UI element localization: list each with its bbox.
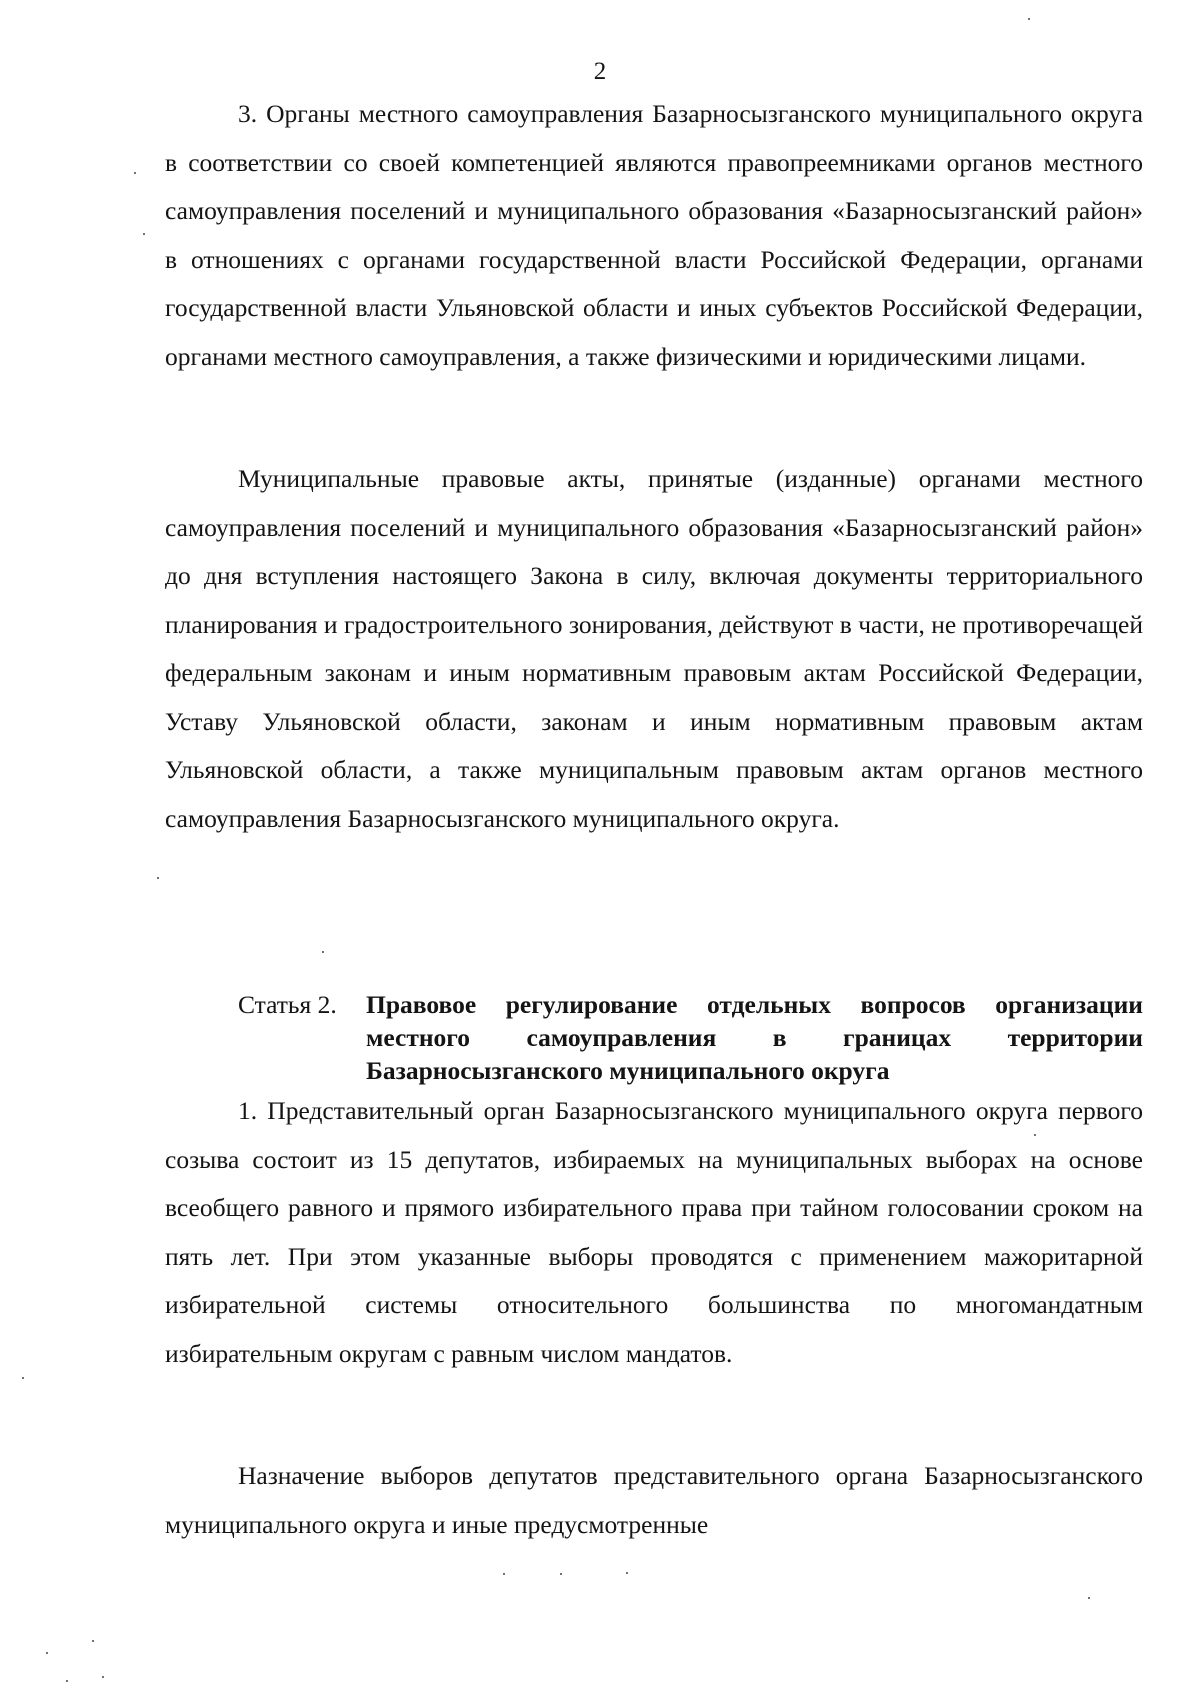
scan-speck (157, 877, 159, 879)
article-paragraph-2-text: Назначение выборов депутатов представительного органа Базарносызганского муниципального округа и иные предусмотренные (165, 1461, 1143, 1539)
paragraph-municipal-acts (165, 455, 1143, 843)
paragraph-3 (165, 90, 1143, 381)
scan-speck (66, 1680, 68, 1682)
scan-speck (46, 1652, 48, 1654)
scan-speck (322, 951, 324, 953)
scan-speck (626, 1572, 628, 1574)
article-prefix: Статья 2. (238, 990, 337, 1019)
article-paragraph-1 (165, 1087, 1143, 1378)
scan-speck (503, 1573, 505, 1575)
scan-speck (134, 172, 136, 174)
paragraph-municipal-acts-text: Муниципальные правовые акты, принятые (изданные) органами местного самоуправления поселений и муниципального образования «Базарносызганский район» до дня вступления настоящего Закона в силу, включая документы территориального планирования и градостроительного зонирования, действуют в части, не противоречащей федеральным законам и иным нормативным правовым актам Российской Федерации, Уставу Ульяновской области, законам и иным нормативным правовым актам Ульяновской области, а также муниципальным правовым актам органов местного самоуправления Базарносызганского муниципального округа. (165, 464, 1143, 833)
scan-speck (560, 1573, 562, 1575)
scan-speck (92, 1640, 94, 1642)
article-heading (238, 988, 1143, 1087)
scan-speck (143, 233, 145, 235)
scan-speck (1034, 1134, 1036, 1136)
page-number: 2 (593, 58, 607, 85)
scan-speck (102, 1676, 104, 1678)
paragraph-3-text: 3. Органы местного самоуправления Базарносызганского муниципального округа в соответствии со своей компетенцией являются правопреемниками органов местного самоуправления поселений и муниципального образования «Базарносызганский район» в отношениях с органами государственной власти Российской Федерации, органами государственной власти Ульяновской области и иных субъектов Российской Федерации, органами местного самоуправления, а также физическими и юридическими лицами. (165, 99, 1143, 371)
article-title: Правовое регулирование отдельных вопросов организации местного самоуправления в границах территории Базарносызганского муниципального округа (366, 990, 1143, 1085)
article-paragraph-2 (165, 1452, 1143, 1549)
scan-speck (22, 1377, 24, 1379)
scan-speck (1028, 18, 1030, 20)
article-paragraph-1-text: 1. Представительный орган Базарносызганского муниципального округа первого созыва состоит из 15 депутатов, избираемых на муниципальных выборах на основе всеобщего равного и прямого избирательного права при тайном голосовании сроком на пять лет. При этом указанные выборы проводятся с применением мажоритарной избирательной системы относительного большинства по многомандатным избирательным округам с равным числом мандатов. (165, 1096, 1143, 1368)
scan-speck (1088, 1597, 1090, 1599)
